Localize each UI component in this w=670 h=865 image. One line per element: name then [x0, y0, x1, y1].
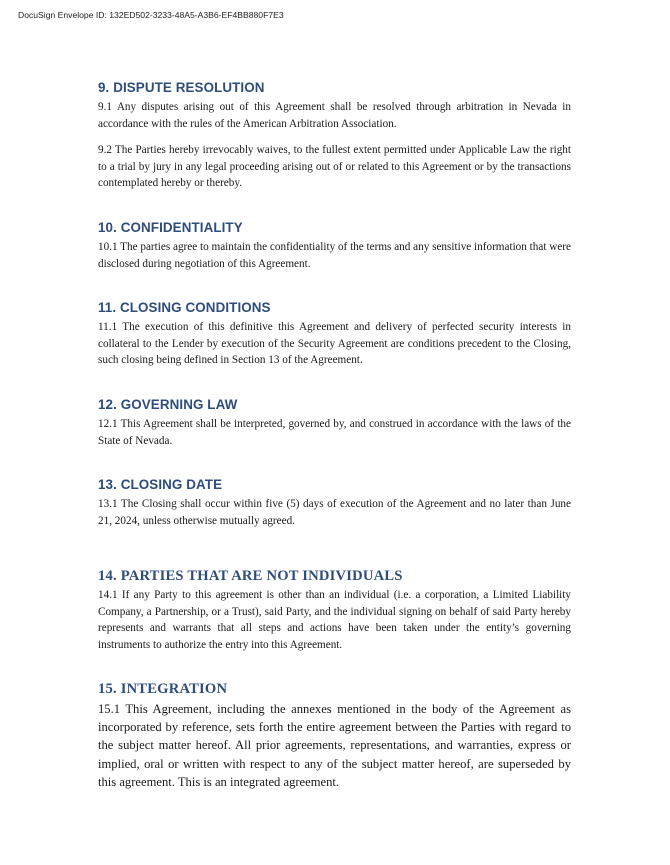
section-14-heading: 14. PARTIES THAT ARE NOT INDIVIDUALS [98, 568, 403, 584]
section-12-heading: 12. GOVERNING LAW [98, 397, 238, 412]
section-9-1-text: 9.1 Any disputes arising out of this Agreement shall be resolved through arbitration in Nevada in accordance with the rules of the American Arbitration Association. [98, 101, 571, 130]
section-10-heading: 10. CONFIDENTIALITY [98, 220, 243, 235]
section-11-1-text: 11.1 The execution of this definitive this Agreement and delivery of perfected security interests in collateral to the Lender by execution of the Security Agreement are conditions precedent to the Closing, such closing being defined in Section 13 of the Agreement. [98, 321, 571, 367]
section-9-heading: 9. DISPUTE RESOLUTION [98, 80, 265, 95]
envelope-id: DocuSign Envelope ID: 132ED502-3233-48A5-A3B6-EF4BB880F7E3 [18, 10, 284, 20]
section-13-heading: 13. CLOSING DATE [98, 477, 223, 492]
section-15-heading: 15. INTEGRATION [98, 681, 228, 697]
section-9-2-text: 9.2 The Parties hereby irrevocably waives, to the fullest extent permitted under Applicable Law the right to a trial by jury in any legal proceeding arising out of or related to this Agreement or by the transactions contemplated hereby or thereby. [98, 144, 571, 190]
section-15-1-text: 15.1 This Agreement, including the annexes mentioned in the body of the Agreement as incorporated by reference, sets forth the entire agreement between the Parties with regard to the subject matter hereof. All prior agreements, representations, and warranties, express or implied, oral or written with respect to any of the subject matter hereof, are superseded by this agreement. This is an integrated agreement. [98, 702, 571, 789]
section-13-1-text: 13.1 The Closing shall occur within five (5) days of execution of the Agreement and no later than June 21, 2024, unless otherwise mutually agreed. [98, 498, 571, 527]
section-14-1-text: 14.1 If any Party to this agreement is other than an individual (i.e. a corporation, a Limited Liability Company, a Partnership, or a Trust), said Party, and the individual signing on behalf of said Party hereby represents and warrants that all steps and actions have been taken under the entity’s governing instruments to authorize the entry into this Agreement. [98, 589, 571, 651]
section-10-1-text: 10.1 The parties agree to maintain the confidentiality of the terms and any sensitive information that were disclosed during negotiation of this Agreement. [98, 241, 571, 270]
section-12-1-text: 12.1 This Agreement shall be interpreted, governed by, and construed in accordance with the laws of the State of Nevada. [98, 418, 571, 447]
section-11-heading: 11. CLOSING CONDITIONS [98, 300, 271, 315]
